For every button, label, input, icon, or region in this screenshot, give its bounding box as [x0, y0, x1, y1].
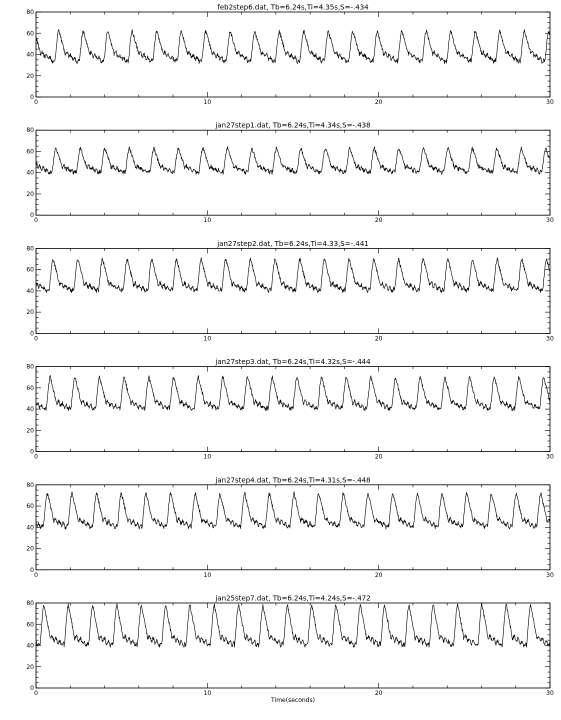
x-tick-label: 0	[34, 571, 38, 579]
y-tick-label: 40	[26, 524, 34, 532]
y-tick-label: 80	[26, 363, 34, 371]
y-tick-label: 0	[30, 685, 34, 692]
x-tick-label: 10	[203, 217, 212, 225]
y-tick-label: 60	[26, 30, 34, 38]
x-tick-label: 10	[203, 453, 212, 461]
data-trace-5	[36, 492, 550, 530]
chart-title: jan27step3.dat, Tb=6.24s,Ti=4.32s,S=-.444	[215, 358, 371, 367]
chart-panel-5	[26, 476, 554, 579]
x-tick-label: 20	[374, 335, 383, 343]
x-tick-label: 0	[34, 335, 38, 343]
x-tick-label: 0	[34, 453, 38, 461]
y-tick-label: 40	[26, 169, 34, 177]
y-tick-label: 20	[26, 663, 34, 671]
chart-panel-2	[26, 122, 554, 225]
chart-title: jan27step1.dat, Tb=6.24s,Ti=4.34s,S=-.438	[215, 121, 371, 130]
chart-title: jan27step2.dat, Tb=6.24s,Ti=4.33,S=-.441	[217, 239, 369, 248]
y-tick-label: 80	[26, 127, 34, 135]
x-tick-label: 20	[374, 571, 383, 579]
y-tick-label: 80	[26, 245, 34, 253]
plot-frame	[36, 603, 550, 688]
data-trace-2	[36, 147, 550, 175]
x-tick-label: 30	[546, 690, 554, 697]
x-tick-label: 20	[374, 217, 383, 225]
y-tick-label: 20	[26, 427, 34, 435]
y-tick-label: 40	[26, 51, 34, 59]
y-tick-label: 20	[26, 190, 34, 198]
chart-panel-4	[26, 358, 554, 461]
x-tick-label: 30	[546, 99, 554, 106]
x-tick-label: 0	[34, 690, 38, 697]
y-tick-label: 60	[26, 266, 34, 274]
chart-panel-1	[26, 4, 554, 107]
chart-panel-3	[26, 240, 554, 343]
data-trace-1	[36, 29, 550, 63]
x-tick-label: 20	[374, 99, 383, 106]
y-tick-label: 60	[26, 621, 34, 629]
data-trace-3	[36, 258, 550, 293]
data-trace-6	[36, 604, 550, 648]
plot-frame	[36, 12, 550, 97]
plot-frame	[36, 367, 550, 452]
x-tick-label: 10	[203, 690, 212, 697]
y-tick-label: 60	[26, 384, 34, 392]
x-tick-label: 20	[374, 690, 383, 697]
x-axis-label: Time(seconds)	[271, 697, 315, 704]
x-tick-label: 30	[546, 453, 554, 461]
y-tick-label: 80	[26, 9, 34, 16]
x-tick-label: 30	[546, 571, 554, 579]
x-tick-label: 0	[34, 99, 38, 106]
x-tick-label: 10	[203, 571, 212, 579]
y-tick-label: 0	[30, 94, 34, 101]
y-tick-label: 0	[30, 448, 34, 456]
x-tick-label: 20	[374, 453, 383, 461]
chart-panel-6	[26, 595, 554, 705]
x-tick-label: 10	[203, 99, 212, 106]
y-tick-label: 60	[26, 148, 34, 156]
y-tick-label: 60	[26, 503, 34, 511]
x-tick-label: 30	[546, 217, 554, 225]
y-tick-label: 40	[26, 642, 34, 650]
y-tick-label: 20	[26, 545, 34, 553]
chart-title: jan25step7.dat, Tb=6.24s,Ti=4.24s,S=-.472	[215, 594, 371, 603]
y-tick-label: 80	[26, 481, 34, 489]
y-tick-label: 0	[30, 566, 34, 574]
y-tick-label: 0	[30, 330, 34, 338]
y-tick-label: 40	[26, 287, 34, 295]
y-tick-label: 40	[26, 406, 34, 414]
y-tick-label: 20	[26, 309, 34, 317]
y-tick-label: 0	[30, 212, 34, 220]
plot-frame	[36, 130, 550, 215]
y-tick-label: 20	[26, 72, 34, 80]
data-trace-4	[36, 375, 550, 410]
x-tick-label: 30	[546, 335, 554, 343]
x-tick-label: 10	[203, 335, 212, 343]
chart-title: feb2step6.dat, Tb=6.24s,Ti=4.35s,S=-.434	[217, 3, 369, 12]
y-tick-label: 80	[26, 600, 34, 607]
chart-title: jan27step4.dat, Tb=6.24s,Ti=4.31s,S=-.448	[215, 476, 371, 485]
x-tick-label: 0	[34, 217, 38, 225]
